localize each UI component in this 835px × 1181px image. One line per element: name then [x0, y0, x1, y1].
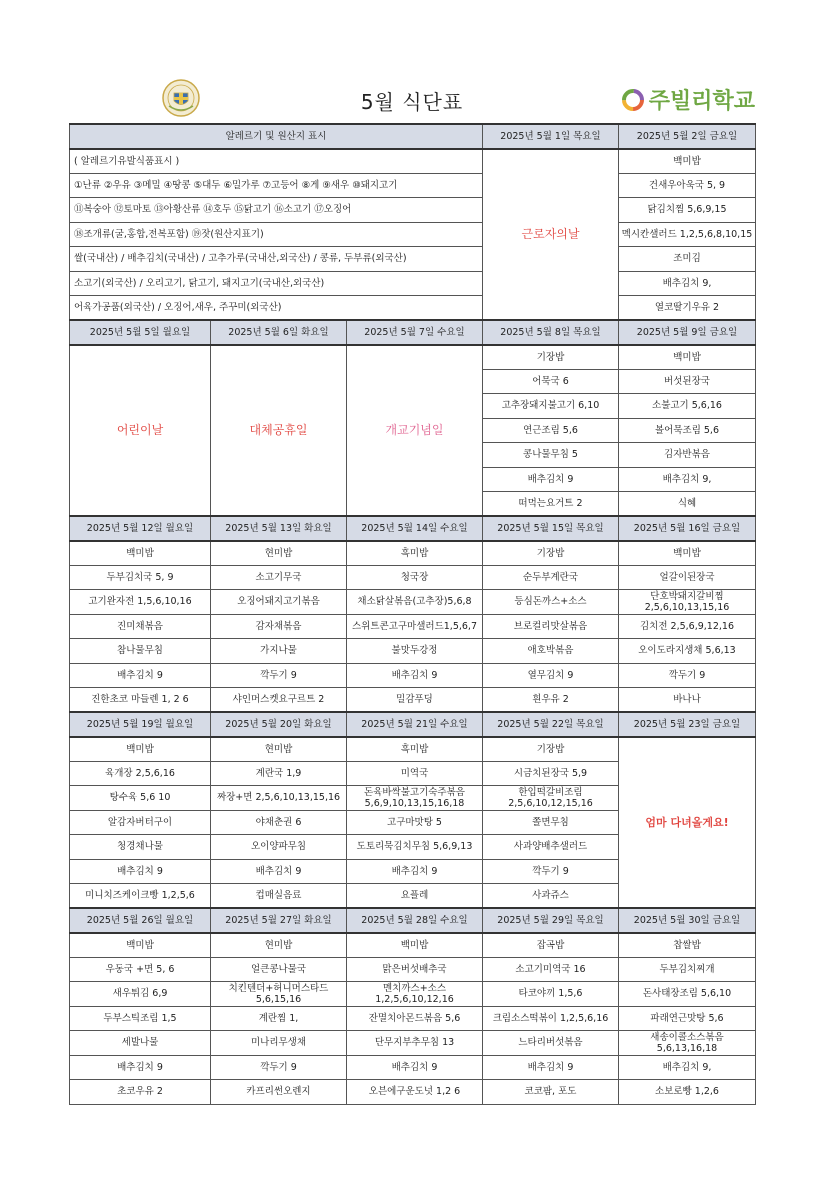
- menu-item: 미나리무생채: [211, 1031, 347, 1056]
- menu-item: 배추김치 9: [347, 1055, 483, 1080]
- brand-ring-icon: [621, 88, 645, 112]
- menu-item: 백미밥: [347, 933, 483, 958]
- menu-item: 코코팜, 포도: [483, 1080, 619, 1105]
- menu-item: 백미밥: [619, 149, 756, 174]
- allergy-line: 쌀(국내산) / 배추김치(국내산) / 고추가루(국내산,외국산) / 콩류, 두부류(외국산): [70, 247, 483, 272]
- menu-item: 가지나물: [211, 639, 347, 664]
- menu-item: 배추김치 9: [70, 663, 211, 688]
- menu-item: 고기완자전 1,5,6,10,16: [70, 590, 211, 615]
- menu-item: 백미밥: [70, 541, 211, 566]
- menu-item: 백미밥: [619, 541, 756, 566]
- menu-item: 깍두기 9: [619, 663, 756, 688]
- day-header: 2025년 5월 12일 월요일: [70, 516, 211, 541]
- menu-item: 얼갈이된장국: [619, 565, 756, 590]
- menu-item: 감자채볶음: [211, 614, 347, 639]
- menu-item: 카프리썬오렌지: [211, 1080, 347, 1105]
- menu-item: 깍두기 9: [483, 859, 619, 884]
- menu-item: 사과쥬스: [483, 884, 619, 909]
- menu-item: 열코딸기우유 2: [619, 296, 756, 321]
- menu-item: 백미밥: [70, 737, 211, 762]
- page-title: 5월 식단표: [360, 90, 464, 114]
- menu-item: 오징어돼지고기볶음: [211, 590, 347, 615]
- day-header: 2025년 5월 26일 월요일: [70, 908, 211, 933]
- menu-item: 백미밥: [619, 345, 756, 370]
- menu-item: 배추김치 9: [483, 1055, 619, 1080]
- menu-item: 알감자버터구이: [70, 810, 211, 835]
- holiday-label: 대체공휴일: [211, 345, 347, 517]
- menu-item: 배추김치 9: [347, 859, 483, 884]
- menu-item: 파래연근맛탕 5,6: [619, 1006, 756, 1031]
- menu-item: 깍두기 9: [211, 663, 347, 688]
- menu-item: 두부김치찌개: [619, 957, 756, 982]
- menu-item: 바나나: [619, 688, 756, 713]
- allergy-line: ⑪복숭아 ⑫토마토 ⑬아황산류 ⑭호두 ⑮닭고기 ⑯소고기 ⑰오징어: [70, 198, 483, 223]
- menu-item: 어묵국 6: [483, 369, 619, 394]
- menu-item: 계란찜 1,: [211, 1006, 347, 1031]
- menu-item: 느타리버섯볶음: [483, 1031, 619, 1056]
- menu-item: 배추김치 9,: [619, 1055, 756, 1080]
- menu-item: 볼어묵조림 5,6: [619, 418, 756, 443]
- menu-item: 초코우유 2: [70, 1080, 211, 1105]
- day-header: 2025년 5월 6일 화요일: [211, 320, 347, 345]
- menu-item: 불맛두강정: [347, 639, 483, 664]
- menu-item: 육개장 2,5,6,16: [70, 761, 211, 786]
- day-header: 2025년 5월 29일 목요일: [483, 908, 619, 933]
- day-header: 2025년 5월 13일 화요일: [211, 516, 347, 541]
- menu-item: 흑미밥: [347, 737, 483, 762]
- menu-item: 짜장+면 2,5,6,10,13,15,16: [211, 786, 347, 811]
- menu-item: 청경채나물: [70, 835, 211, 860]
- menu-item: 김치전 2,5,6,9,12,16: [619, 614, 756, 639]
- day-header: 2025년 5월 23일 금요일: [619, 712, 756, 737]
- menu-item: 시금치된장국 5,9: [483, 761, 619, 786]
- menu-item: 잡곡밥: [483, 933, 619, 958]
- menu-item: 배추김치 9: [211, 859, 347, 884]
- absence-note: 엄마 다녀올게요!: [619, 737, 756, 909]
- menu-item: 미니치즈케이크빵 1,2,5,6: [70, 884, 211, 909]
- menu-item: 컵매실음료: [211, 884, 347, 909]
- allergy-line: ⑱조개류(굴,홍합,전복포함) ⑲잣(원산지표기): [70, 222, 483, 247]
- menu-item: 건새우아욱국 5, 9: [619, 173, 756, 198]
- menu-item: 버섯된장국: [619, 369, 756, 394]
- day-header: 2025년 5월 9일 금요일: [619, 320, 756, 345]
- menu-item: 소보로빵 1,2,6: [619, 1080, 756, 1105]
- menu-item: 배추김치 9: [347, 663, 483, 688]
- menu-item: 크림소스떡볶이 1,2,5,6,16: [483, 1006, 619, 1031]
- menu-item: 야채춘권 6: [211, 810, 347, 835]
- menu-item: 얼큰콩나물국: [211, 957, 347, 982]
- allergy-line: 소고기(외국산) / 오리고기, 닭고기, 돼지고기(국내산,외국산): [70, 271, 483, 296]
- allergy-line: 어육가공품(외국산) / 오징어,새우, 주꾸미(외국산): [70, 296, 483, 321]
- menu-item: 돈육바싹불고기숙주볶음 5,6,9,10,13,15,16,18: [347, 786, 483, 811]
- menu-item: 현미밥: [211, 737, 347, 762]
- menu-item: 두부스틱조림 1,5: [70, 1006, 211, 1031]
- menu-item: 순두부계란국: [483, 565, 619, 590]
- menu-item: 새송이콜소스볶음 5,6,13,16,18: [619, 1031, 756, 1056]
- menu-item: 단호박돼지갈비찜 2,5,6,10,13,15,16: [619, 590, 756, 615]
- menu-item: 참나물무침: [70, 639, 211, 664]
- meal-plan-table: [69, 123, 756, 1105]
- day-header: 2025년 5월 5일 월요일: [70, 320, 211, 345]
- day-header: 2025년 5월 28일 수요일: [347, 908, 483, 933]
- menu-item: 맑은버섯배추국: [347, 957, 483, 982]
- menu-item: 잔멸치아몬드볶음 5,6: [347, 1006, 483, 1031]
- menu-item: 소고기미역국 16: [483, 957, 619, 982]
- holiday-label: 근로자의날: [483, 149, 619, 321]
- menu-item: 닭김치찜 5,6,9,15: [619, 198, 756, 223]
- menu-item: 치킨텐더+허니머스타드 5,6,15,16: [211, 982, 347, 1007]
- menu-item: 현미밥: [211, 933, 347, 958]
- menu-item: 소불고기 5,6,16: [619, 394, 756, 419]
- menu-item: 한입떡갈비조림 2,5,6,10,12,15,16: [483, 786, 619, 811]
- menu-item: 열무김치 9: [483, 663, 619, 688]
- menu-item: 채소닭살볶음(고추장)5,6,8: [347, 590, 483, 615]
- menu-item: 콩나물무침 5: [483, 443, 619, 468]
- menu-item: 기장밥: [483, 541, 619, 566]
- menu-item: 진한초코 마들렌 1, 2 6: [70, 688, 211, 713]
- day-header: 2025년 5월 1일 목요일: [483, 124, 619, 149]
- menu-item: 조미김: [619, 247, 756, 272]
- menu-item: 찹쌀밥: [619, 933, 756, 958]
- menu-item: 배추김치 9: [70, 859, 211, 884]
- brand-name: 주빌리학교: [648, 89, 755, 114]
- menu-item: 배추김치 9: [483, 467, 619, 492]
- menu-item: 진미채볶음: [70, 614, 211, 639]
- day-header: 2025년 5월 19일 월요일: [70, 712, 211, 737]
- menu-item: 스위트콘고구마샐러드1,5,6,7: [347, 614, 483, 639]
- menu-item: 타코야끼 1,5,6: [483, 982, 619, 1007]
- menu-item: 오븐에구운도넛 1,2 6: [347, 1080, 483, 1105]
- menu-item: 계란국 1,9: [211, 761, 347, 786]
- menu-item: 배추김치 9,: [619, 271, 756, 296]
- menu-item: 흑미밥: [347, 541, 483, 566]
- menu-item: 고추장돼지불고기 6,10: [483, 394, 619, 419]
- menu-item: 도토리묵김치무침 5,6,9,13: [347, 835, 483, 860]
- menu-item: 두부김치국 5, 9: [70, 565, 211, 590]
- menu-item: 멘치까스+소스 1,2,5,6,10,12,16: [347, 982, 483, 1007]
- allergy-header: 알레르기 및 원산지 표시: [70, 124, 483, 149]
- menu-item: 김자반볶음: [619, 443, 756, 468]
- day-header: 2025년 5월 2일 금요일: [619, 124, 756, 149]
- menu-item: 현미밥: [211, 541, 347, 566]
- menu-item: 미역국: [347, 761, 483, 786]
- day-header: 2025년 5월 7일 수요일: [347, 320, 483, 345]
- day-header: 2025년 5월 27일 화요일: [211, 908, 347, 933]
- allergy-line: ( 알레르기유발식품표시 ): [70, 149, 483, 174]
- menu-item: 청국장: [347, 565, 483, 590]
- menu-item: 배추김치 9: [70, 1055, 211, 1080]
- menu-item: 멕시칸샐러드 1,2,5,6,8,10,15: [619, 222, 756, 247]
- menu-item: 고구마맛탕 5: [347, 810, 483, 835]
- menu-item: 백미밥: [70, 933, 211, 958]
- menu-item: 소고기무국: [211, 565, 347, 590]
- day-header: 2025년 5월 15일 목요일: [483, 516, 619, 541]
- menu-item: 샤인머스켓요구르트 2: [211, 688, 347, 713]
- menu-item: 떠먹는요거트 2: [483, 492, 619, 517]
- menu-item: 흰우유 2: [483, 688, 619, 713]
- menu-item: 요플레: [347, 884, 483, 909]
- menu-item: 새우튀김 6,9: [70, 982, 211, 1007]
- day-header: 2025년 5월 20일 화요일: [211, 712, 347, 737]
- menu-item: 배추김치 9,: [619, 467, 756, 492]
- menu-item: 기장밥: [483, 737, 619, 762]
- allergy-line: ①난류 ②우유 ③메밀 ④땅콩 ⑤대두 ⑥밀가루 ⑦고등어 ⑧게 ⑨새우 ⑩돼지고기: [70, 173, 483, 198]
- holiday-label: 어린이날: [70, 345, 211, 517]
- day-header: 2025년 5월 16일 금요일: [619, 516, 756, 541]
- menu-item: 오이양파무침: [211, 835, 347, 860]
- menu-item: 쫄면무침: [483, 810, 619, 835]
- menu-item: 돈사태장조림 5,6,10: [619, 982, 756, 1007]
- menu-item: 밀감푸딩: [347, 688, 483, 713]
- menu-item: 브로컬리맛살볶음: [483, 614, 619, 639]
- menu-item: 사과양배추샐러드: [483, 835, 619, 860]
- menu-item: 연근조림 5,6: [483, 418, 619, 443]
- menu-item: 세발나물: [70, 1031, 211, 1056]
- menu-item: 오이도라지생채 5,6,13: [619, 639, 756, 664]
- day-header: 2025년 5월 14일 수요일: [347, 516, 483, 541]
- menu-item: 깍두기 9: [211, 1055, 347, 1080]
- menu-item: 우동국 +면 5, 6: [70, 957, 211, 982]
- brand-logo: [621, 84, 755, 115]
- menu-item: 탕수육 5,6 10: [70, 786, 211, 811]
- page-header: [69, 78, 755, 122]
- day-header: 2025년 5월 21일 수요일: [347, 712, 483, 737]
- menu-item: 등심돈까스+소스: [483, 590, 619, 615]
- day-header: 2025년 5월 8일 목요일: [483, 320, 619, 345]
- menu-item: 기장밥: [483, 345, 619, 370]
- day-header: 2025년 5월 30일 금요일: [619, 908, 756, 933]
- holiday-label: 개교기념일: [347, 345, 483, 517]
- menu-item: 애호박볶음: [483, 639, 619, 664]
- day-header: 2025년 5월 22일 목요일: [483, 712, 619, 737]
- menu-item: 단무지부추무침 13: [347, 1031, 483, 1056]
- menu-item: 식혜: [619, 492, 756, 517]
